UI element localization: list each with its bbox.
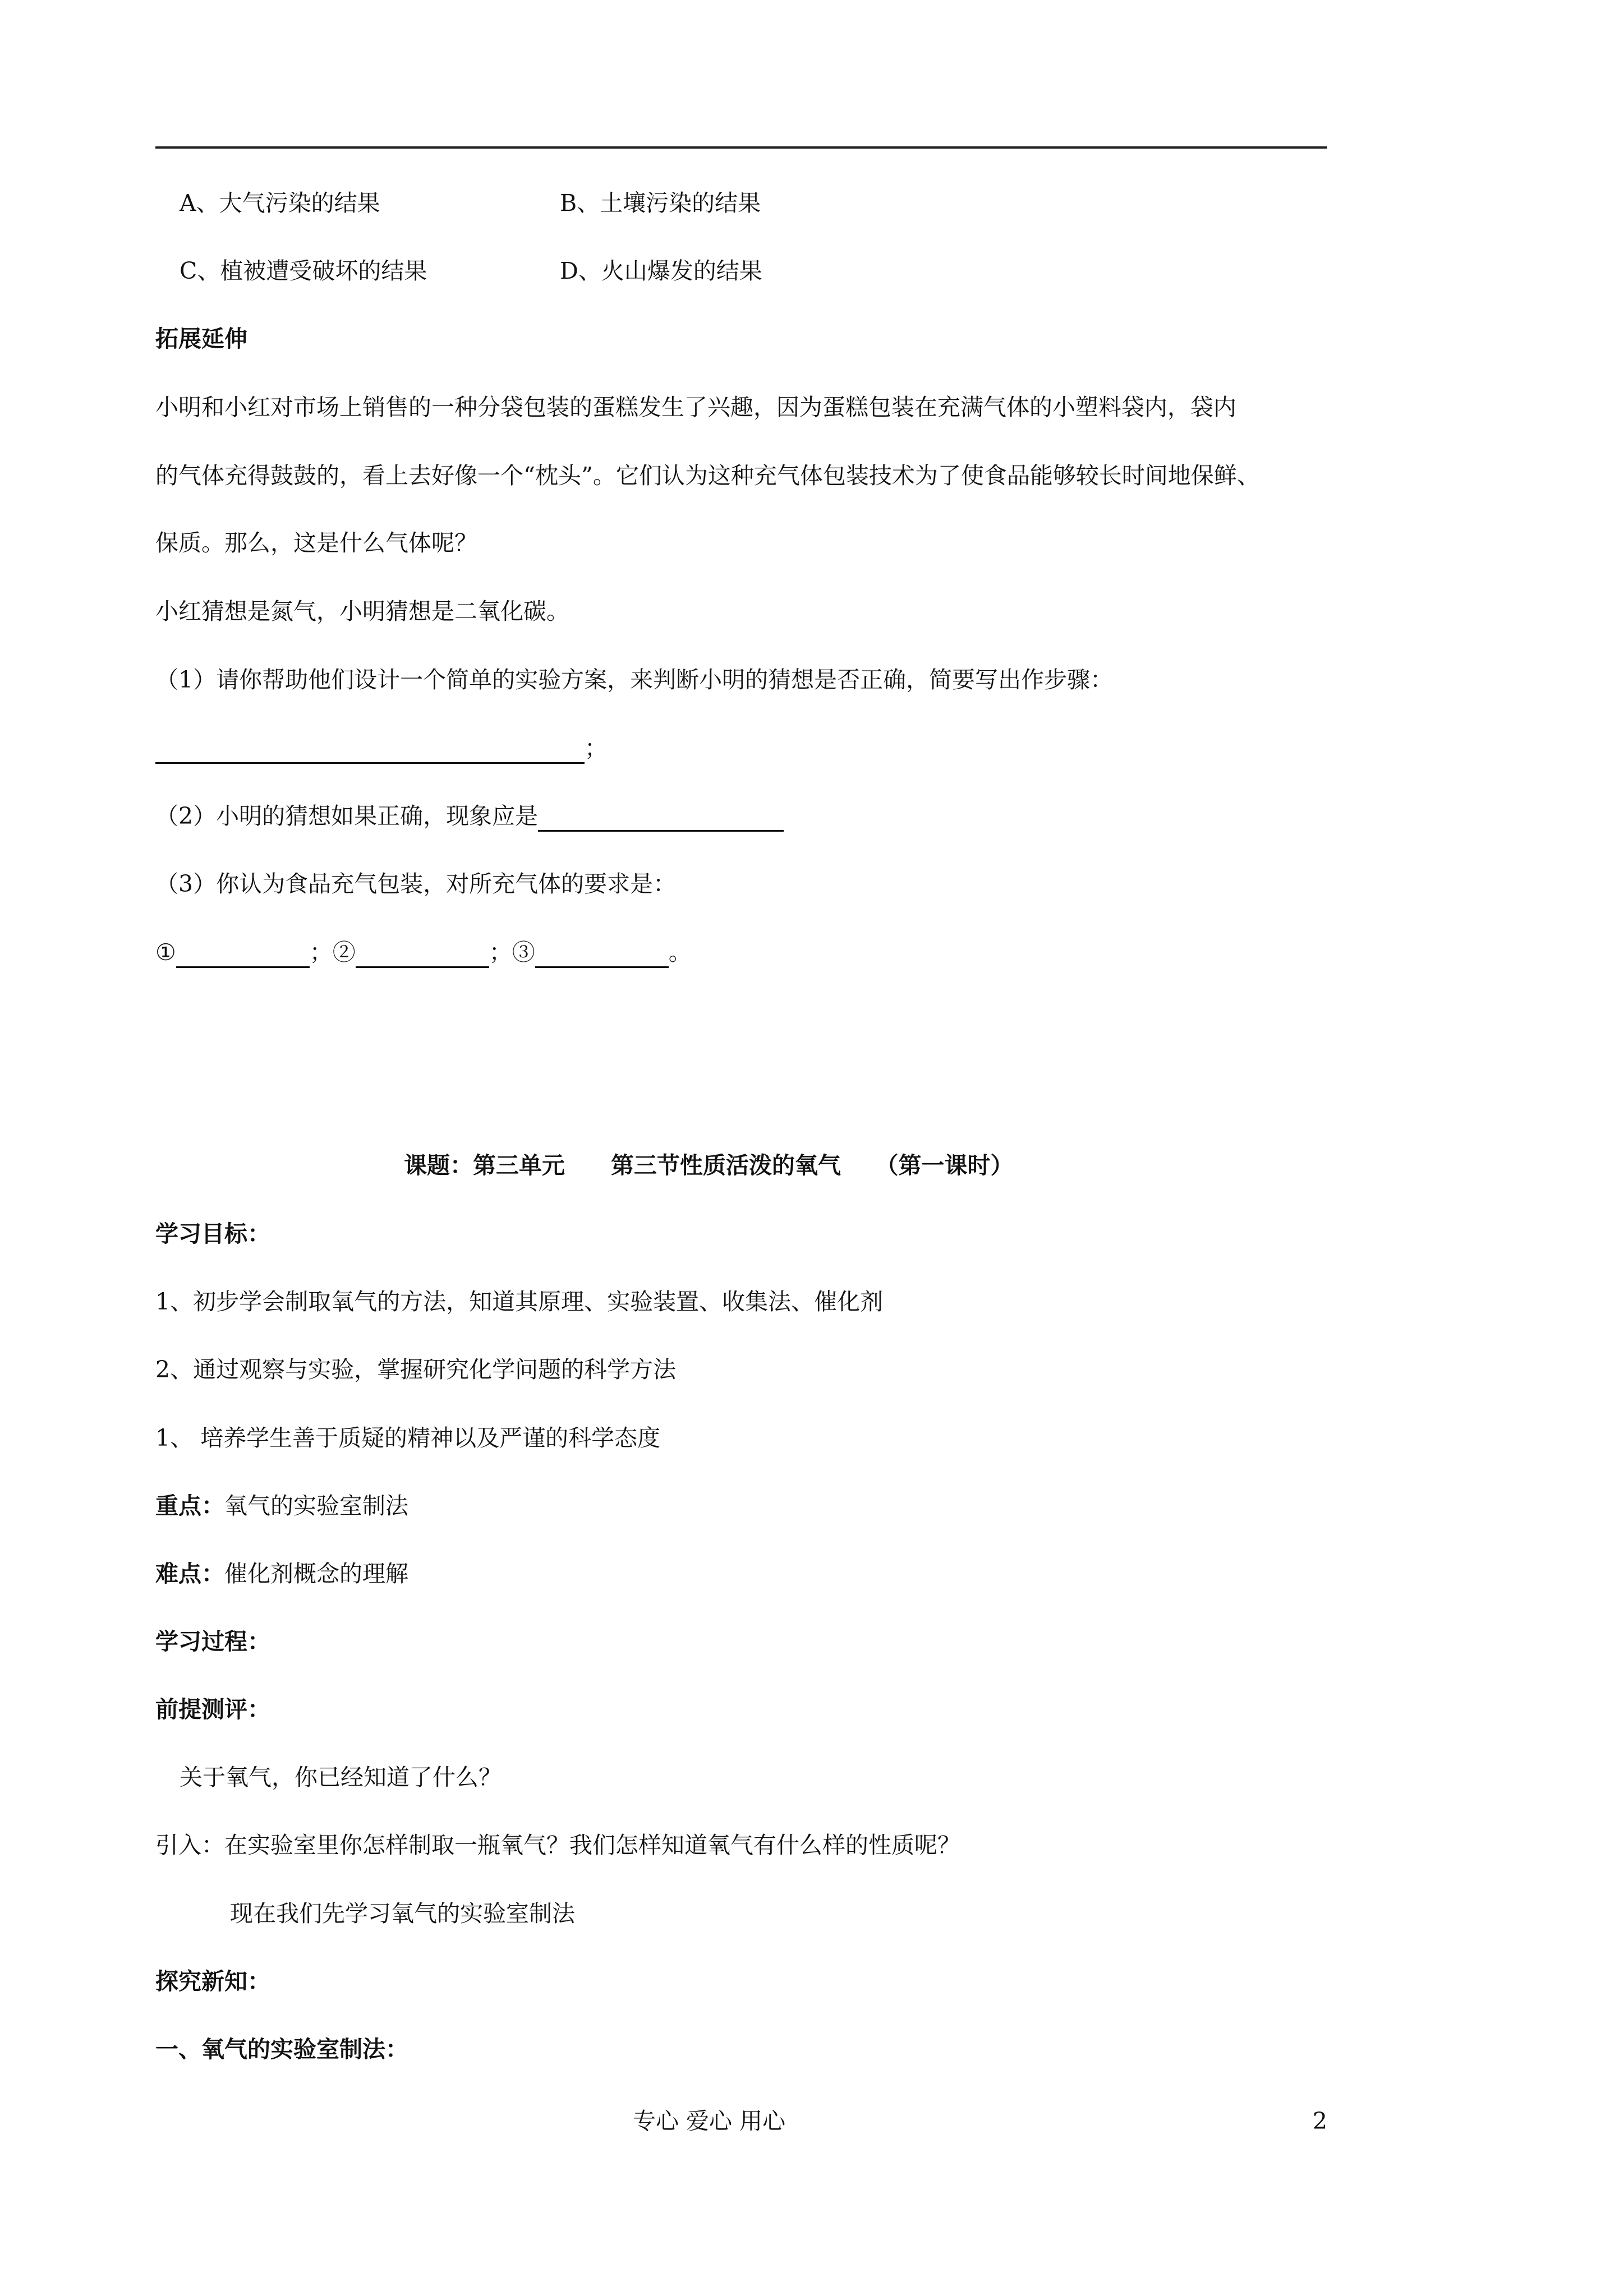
option-d: D、火山爆发的结果: [560, 257, 762, 284]
option-b: B、土壤污染的结果: [560, 190, 761, 216]
goals-heading: 学习目标：: [155, 1220, 270, 1247]
extension-paragraph-1: 小明和小红对市场上销售的一种分袋包装的蛋糕发生了兴趣，因为蛋糕包装在充满气体的小塑料袋内，袋内: [155, 394, 1236, 421]
answer-blank[interactable]: [535, 942, 669, 968]
answer-blank[interactable]: [356, 942, 489, 968]
question-3-answers: [155, 937, 692, 968]
page-number: 2: [1313, 2108, 1328, 2134]
separator-2: ；②: [309, 939, 356, 966]
difficulty-text: 催化剂概念的理解: [224, 1560, 408, 1587]
extension-paragraph-4: 小红猜想是氮气，小明猜想是二氧化碳。: [155, 598, 569, 625]
extension-paragraph-3: 保质。那么，这是什么气体呢？: [155, 529, 477, 556]
section-1-heading: 一、氧气的实验室制法：: [155, 2036, 408, 2063]
extension-paragraph-2: 的气体充得鼓鼓的，看上去好像一个“枕头”。它们认为这种充气体包装技术为了使食品能够较长时间地保鲜、: [155, 462, 1260, 489]
key-point: [155, 1490, 408, 1522]
answer-blank[interactable]: [176, 942, 310, 968]
answer-blank[interactable]: [538, 805, 784, 832]
key-point-label: 重点：: [155, 1492, 224, 1519]
answer-line-1: [155, 732, 608, 764]
key-point-text: 氧气的实验室制法: [224, 1492, 408, 1519]
difficulty: [155, 1558, 408, 1589]
option-c: C、植被遭受破坏的结果: [180, 257, 427, 284]
goal-3: 1、 培养学生善于质疑的精神以及严谨的科学态度: [155, 1424, 661, 1451]
answer-blank[interactable]: [155, 737, 585, 764]
separator-3: ；③: [489, 939, 535, 966]
circle-1: ①: [155, 939, 176, 966]
intro-continued: 现在我们先学习氧气的实验室制法: [230, 1900, 575, 1927]
pretest-question: 关于氧气，你已经知道了什么？: [180, 1764, 502, 1791]
question-3: （3）你认为食品充气包装，对所充气体的要求是：: [155, 870, 677, 897]
learning-process: 学习过程：: [155, 1628, 270, 1655]
question-2-text: （2）小明的猜想如果正确，现象应是: [155, 803, 539, 829]
pretest-heading: 前提测评：: [155, 1696, 270, 1723]
option-a: A、大气污染的结果: [180, 190, 380, 216]
goal-1: 1、初步学会制取氧气的方法，知道其原理、实验装置、收集法、催化剂: [155, 1288, 884, 1315]
answer-end: 。: [668, 939, 692, 966]
intro: 引入：在实验室里你怎样制取一瓶氧气？我们怎样知道氧气有什么样的性质呢？: [155, 1832, 960, 1859]
difficulty-label: 难点：: [155, 1560, 224, 1587]
header-rule: [155, 146, 1327, 149]
goal-2: 2、通过观察与实验，掌握研究化学问题的科学方法: [155, 1356, 677, 1383]
question-2: [155, 800, 784, 832]
extension-heading: 拓展延伸: [155, 325, 247, 352]
question-1: （1）请你帮助他们设计一个简单的实验方案，来判断小明的猜想是否正确，简要写出作步骤：: [155, 666, 1114, 693]
explore-heading: 探究新知：: [155, 1968, 270, 1995]
answer-line-1-end: ；: [585, 735, 608, 762]
lesson-title: 课题：第三单元 第三节性质活泼的氧气 （第一课时）: [404, 1152, 1014, 1179]
footer-motto: 专心 爱心 用心: [633, 2108, 786, 2134]
